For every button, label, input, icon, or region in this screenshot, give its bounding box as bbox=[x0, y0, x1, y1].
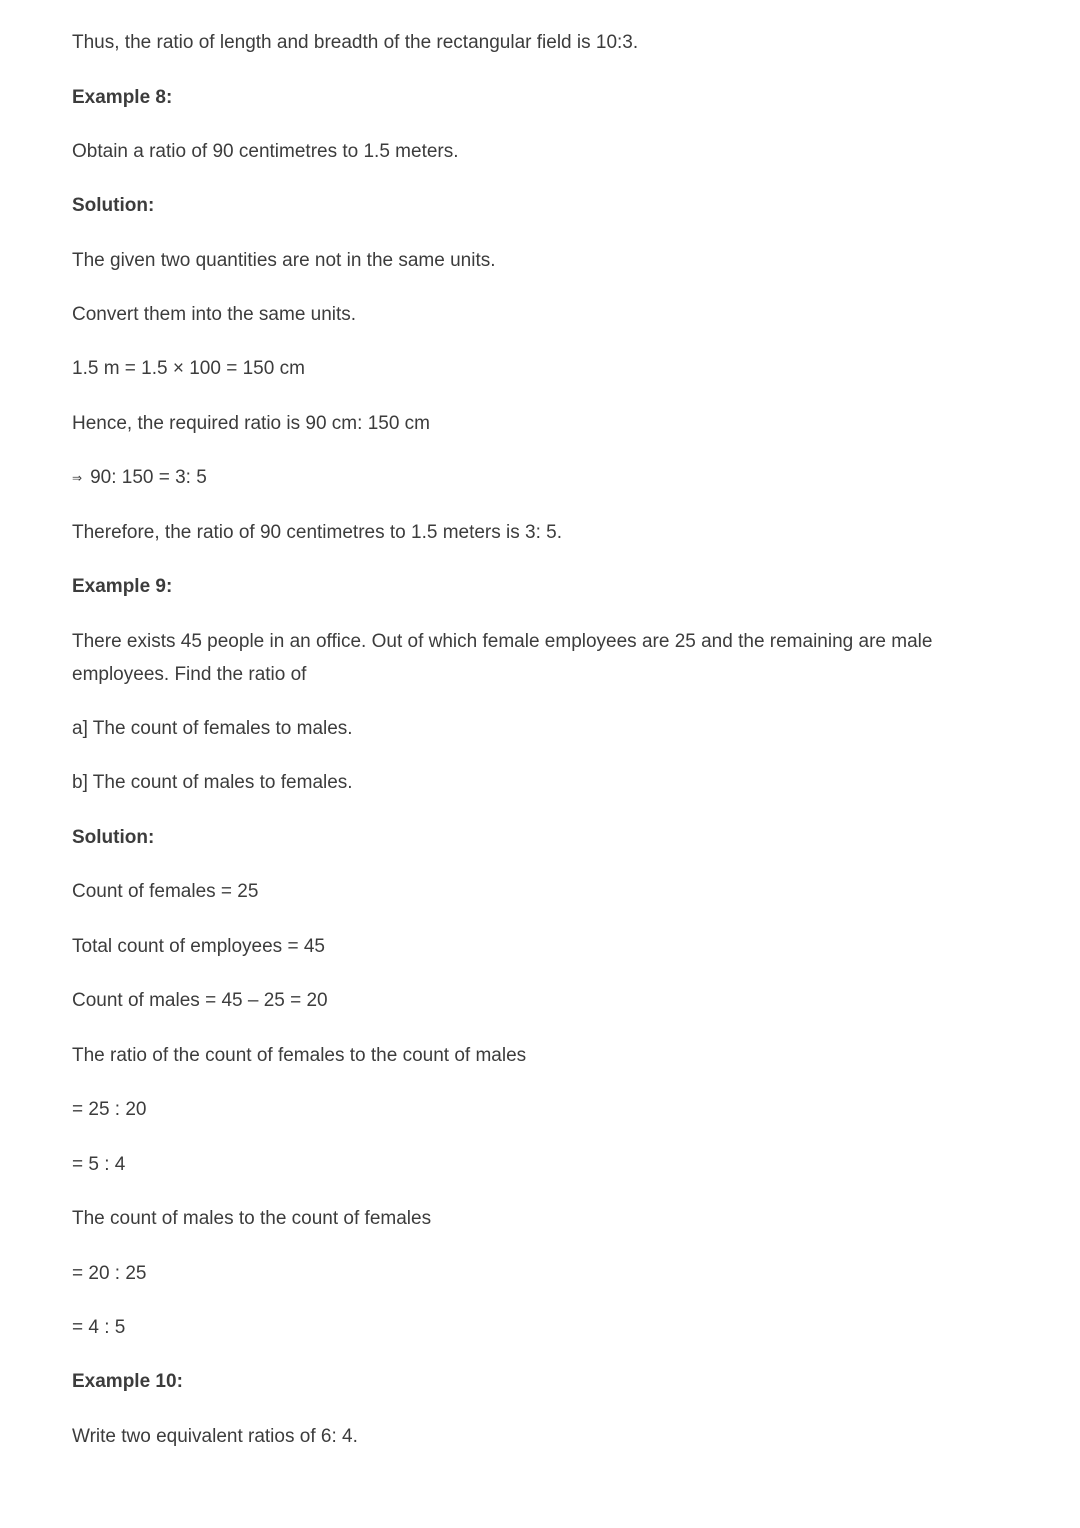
question-text: Obtain a ratio of 90 centimetres to 1.5 meters. bbox=[72, 141, 459, 162]
equation-text: 90: 150 = 3: 5 bbox=[90, 467, 207, 488]
equation-line bbox=[72, 461, 207, 495]
equation-line: = 5 : 4 bbox=[72, 1154, 126, 1175]
equation-line: Total count of employees = 45 bbox=[72, 936, 325, 957]
example-heading: Example 9: bbox=[72, 576, 173, 597]
question-text: Write two equivalent ratios of 6: 4. bbox=[72, 1426, 358, 1447]
solution-heading: Solution: bbox=[72, 827, 155, 848]
text-line: Therefore, the ratio of 90 centimetres to 1.5 meters is 3: 5. bbox=[72, 522, 563, 543]
equation-line: Count of females = 25 bbox=[72, 881, 259, 902]
text-line: Thus, the ratio of length and breadth of the rectangular field is 10:3. bbox=[72, 32, 639, 53]
text-line: The given two quantities are not in the same units. bbox=[72, 250, 496, 271]
equation-line: = 25 : 20 bbox=[72, 1099, 147, 1120]
example-heading: Example 10: bbox=[72, 1371, 183, 1392]
equation-line: 1.5 m = 1.5 × 100 = 150 cm bbox=[72, 358, 305, 379]
equation-line: = 20 : 25 bbox=[72, 1263, 147, 1284]
example-heading: Example 8: bbox=[72, 87, 173, 108]
solution-heading: Solution: bbox=[72, 195, 155, 216]
text-line: Convert them into the same units. bbox=[72, 304, 357, 325]
equation-line: = 4 : 5 bbox=[72, 1317, 126, 1338]
text-line: The ratio of the count of females to the count of males bbox=[72, 1045, 527, 1066]
text-line: Hence, the required ratio is 90 cm: 150 cm bbox=[72, 413, 431, 434]
question-part-a: a] The count of females to males. bbox=[72, 718, 353, 739]
question-part-b: b] The count of males to females. bbox=[72, 772, 353, 793]
implies-arrow-icon: ⇒ bbox=[72, 471, 83, 485]
text-line: The count of males to the count of females bbox=[72, 1208, 432, 1229]
equation-line: Count of males = 45 – 25 = 20 bbox=[72, 990, 328, 1011]
question-text: There exists 45 people in an office. Out of which female employees are 25 and the remaining are male employees. Find the ratio of bbox=[72, 631, 933, 685]
